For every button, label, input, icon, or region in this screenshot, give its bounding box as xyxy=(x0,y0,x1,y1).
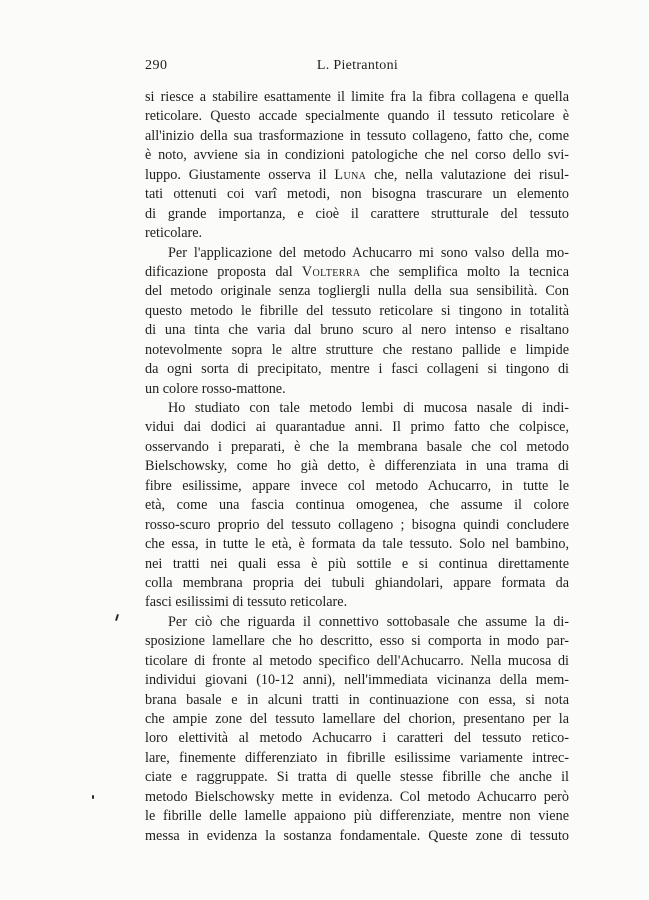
text-line: da ogni sorta di precipitato, mentre i fasci collageni si tingono di xyxy=(145,361,569,378)
text-line: nei tratti nei quali essa è più sottile e si continua direttamente xyxy=(145,555,569,572)
text-line: messa in evidenza la sostanza fondamentale. Queste zone di tessuto xyxy=(145,827,569,844)
text-line: le fibrille delle lamelle appaiono più differenziate, mentre non viene xyxy=(145,808,569,825)
text-line: Bielschowsky, come ho già detto, è differenziata in una trama di xyxy=(145,458,569,475)
paragraph xyxy=(145,613,569,846)
text-line: Ho studiato con tale metodo lembi di mucosa nasale di indi- xyxy=(168,400,569,416)
scan-mark xyxy=(115,614,119,621)
text-line: tati ottenuti coi varî metodi, non bisogna trascurare un elemento xyxy=(145,186,569,203)
text-line: all'inizio della sua trasformazione in tessuto collageno, fatto che, come xyxy=(145,127,569,144)
scan-mark xyxy=(92,795,94,799)
text-line: di grande importanza, e cioè il carattere strutturale del tessuto xyxy=(145,205,569,222)
text-line: individui giovani (10-12 anni), nell'immediata vicinanza della mem- xyxy=(145,672,569,689)
author-name: Luna xyxy=(334,166,367,183)
text-line: di una tinta che varia dal bruno scuro al nero intenso e risaltano xyxy=(145,322,569,339)
text-line: ticolare di fronte al metodo specifico dell'Achucarro. Nella mucosa di xyxy=(145,652,569,669)
text-line: loro elettività al metodo Achucarro i caratteri del tessuto retico- xyxy=(145,730,569,747)
body-text xyxy=(145,88,569,846)
text-line: sposizione lamellare che ho descritto, esso si comporta in modo par- xyxy=(145,633,569,650)
text-line: dificazione proposta dal Volterra che semplifica molto la tecnica xyxy=(145,263,569,280)
paragraph xyxy=(145,399,569,613)
text-line: del metodo originale senza togliergli nulla della sua sensibilità. Con xyxy=(145,283,569,300)
text-line: ciate e raggruppate. Si tratta di quelle stesse fibrille che anche il xyxy=(145,769,569,786)
running-head: L. Pietrantoni xyxy=(316,58,399,73)
text-line: Per ciò che riguarda il connettivo sottobasale che assume la di- xyxy=(168,613,569,630)
text-line: reticolare. Questo accade specialmente quando il tessuto reticolare è xyxy=(145,108,569,125)
text-line: lare, finemente differenziato in fibrille esilissime variamente intrec- xyxy=(145,749,569,766)
text-line: metodo Bielschowsky mette in evidenza. Col metodo Achucarro però xyxy=(145,788,569,805)
page-header xyxy=(145,58,570,78)
text-line: fasci esilissimi di tessuto reticolare. xyxy=(145,594,348,611)
text-line: rosso-scuro proprio del tessuto collageno ; bisogna quindi concludere xyxy=(145,516,569,533)
text-line: colla membrana propria dei tubuli ghiandolari, appare formata da xyxy=(145,574,569,591)
text-line: luppo. Giustamente osserva il Luna che, nella valutazione dei risul- xyxy=(145,166,569,183)
text-line: reticolare. xyxy=(145,225,203,242)
text-line: osservando i preparati, è che la membrana basale che col metodo xyxy=(145,438,569,455)
text-line: Per l'applicazione del metodo Achucarro mi sono valso della mo- xyxy=(168,244,569,261)
paragraph xyxy=(145,88,569,244)
paragraph xyxy=(145,244,569,400)
text-line: vidui dai dodici ai quarantadue anni. Il primo fatto che colpisce, xyxy=(145,419,569,436)
text-line: che essa, in tutte le età, è formata da tale tessuto. Solo nel bambino, xyxy=(145,536,569,553)
text-line: è noto, avviene sia in condizioni patologiche che nel corso dello svi- xyxy=(145,147,569,164)
text-line: questo metodo le fibrille del tessuto reticolare si tingono in totalità xyxy=(145,302,569,319)
author-name: Volterra xyxy=(301,263,361,280)
page-number: 290 xyxy=(145,58,168,73)
text-line: brana basale e in alcuni tratti in continuazione con essa, si nota xyxy=(145,691,569,708)
text-line: un colore rosso-mattone. xyxy=(145,380,286,397)
text-line: fibre esilissime, appare invece col metodo Achucarro, in tutte le xyxy=(145,477,569,494)
text-line: che ampie zone del tessuto lamellare del chorion, presentano per la xyxy=(145,711,569,727)
text-line: si riesce a stabilire esattamente il limite fra la fibra collagena e quella xyxy=(145,89,569,105)
text-line: notevolmente sopra le altre strutture che restano pallide e limpide xyxy=(145,341,569,358)
text-line: età, come una fascia continua omogenea, che assume il colore xyxy=(145,497,569,514)
